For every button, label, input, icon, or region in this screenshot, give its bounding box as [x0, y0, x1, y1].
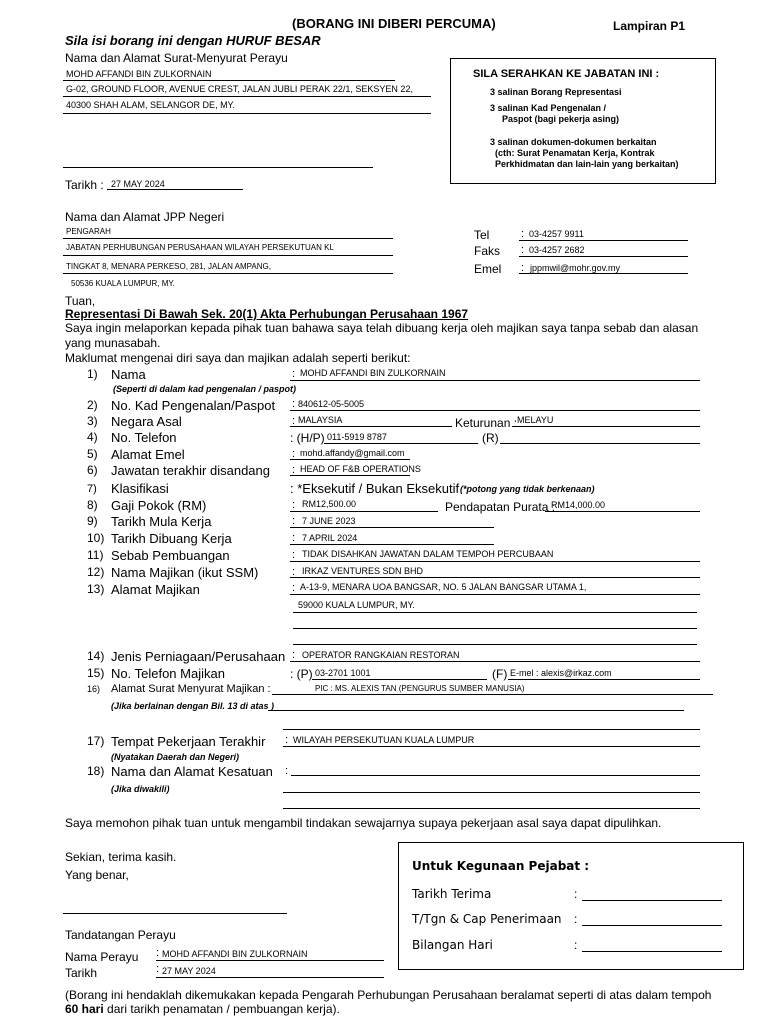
colon: :	[292, 398, 296, 410]
colon: :	[521, 228, 525, 240]
underline	[290, 561, 700, 562]
field-number: 12)	[87, 565, 105, 579]
footer-note-1: (Borang ini hendaklah dikemukakan kepada Pengarah Perhubungan Perusahaan beralamat seperti di atas dalam tempoh	[65, 988, 712, 1002]
underline	[290, 410, 700, 411]
colon: :	[292, 582, 296, 594]
office-field-tarikh-terima[interactable]	[582, 900, 722, 901]
field-value-majikan[interactable]: IRKAZ VENTURES SDN BHD	[302, 566, 424, 576]
field-note-tempat-kerja: (Nyatakan Daerah dan Negeri)	[111, 752, 240, 762]
office-field-bilangan-hari[interactable]	[582, 951, 722, 952]
underline	[290, 527, 494, 528]
field-number: 3)	[87, 414, 98, 428]
thanks-text: Sekian, terima kasih.	[65, 850, 177, 864]
underline	[545, 511, 700, 512]
applicant-address-1[interactable]: G-02, GROUND FLOOR, AVENUE CREST, JALAN JUBLI PERAK 22/1, SEKSYEN 22,	[66, 84, 413, 94]
field-number: 8)	[87, 498, 98, 512]
submission-item-2: 3 salinan Kad Pengenalan /	[490, 103, 607, 113]
field-value-jawatan[interactable]: HEAD OF F&B OPERATIONS	[300, 464, 421, 474]
jpp-emel[interactable]: jppmwil@mohr.gov.my	[530, 263, 620, 273]
field-number: 13)	[87, 582, 105, 596]
jpp-faks[interactable]: 03-4257 2682	[529, 245, 585, 255]
applicant-label: Nama dan Alamat Surat-Menyurat Perayu	[65, 51, 288, 65]
field-label-tempat-kerja: Tempat Pekerjaan Terakhir	[111, 734, 266, 749]
underline	[290, 661, 700, 662]
emel-label: Emel	[474, 262, 502, 276]
field-label-jawatan: Jawatan terakhir disandang	[111, 463, 270, 478]
colon: :	[521, 262, 525, 274]
signature-label: Tandatangan Perayu	[65, 928, 176, 942]
colon: :	[521, 244, 525, 256]
underline	[63, 167, 373, 168]
field-note-kesatuan: (Jika diwakili)	[111, 784, 170, 794]
field-number: 18)	[87, 764, 105, 778]
underline	[293, 644, 697, 645]
name-label: Nama Perayu	[65, 950, 139, 964]
colon: :	[292, 448, 296, 460]
underline	[283, 746, 700, 747]
field-value-alamat-majikan-2[interactable]: 59000 KUALA LUMPUR, MY.	[298, 600, 415, 610]
signer-date[interactable]: 27 MAY 2024	[162, 966, 216, 976]
underline	[283, 808, 700, 809]
underline	[508, 679, 700, 680]
field-value-hp[interactable]: 011-5919 8787	[327, 432, 387, 442]
field-number: 5)	[87, 447, 98, 461]
underline	[324, 443, 478, 444]
colon: :	[292, 532, 296, 544]
field-label-kesatuan: Nama dan Alamat Kesatuan	[111, 764, 273, 779]
field-note-nama: (Seperti di dalam kad pengenalan / paspot)	[113, 384, 297, 394]
regards-text: Yang benar,	[65, 868, 129, 882]
field-label-mula-kerja: Tarikh Mula Kerja	[111, 514, 212, 529]
jpp-line-4[interactable]: 50536 KUALA LUMPUR, MY.	[71, 279, 175, 288]
underline	[63, 96, 431, 97]
paragraph-1: Saya ingin melaporkan kepada pihak tuan bahawa saya telah dibuang kerja oleh majikan saya tanpa sebab dan alasan	[65, 321, 699, 335]
field-number: 1)	[87, 367, 98, 381]
applicant-name[interactable]: MOHD AFFANDI BIN ZULKORNAIN	[66, 69, 212, 79]
field-value-negara[interactable]: MALAYSIA	[298, 415, 343, 425]
signature-line	[63, 913, 287, 914]
field-label-emel: Alamat Emel	[111, 447, 185, 462]
field-value-alamat-surat[interactable]: PIC : MS. ALEXIS TAN (PENGURUS SUMBER MANUSIA)	[315, 684, 525, 693]
field-value-mula-kerja[interactable]: 7 JUNE 2023	[302, 516, 356, 526]
jpp-tel[interactable]: 03-4257 9911	[529, 229, 584, 239]
underline	[500, 443, 700, 444]
submission-item-3c: Perkhidmatan dan lain-lain yang berkaitan)	[495, 159, 679, 169]
field-note-klasifikasi: (*potong yang tidak berkenaan)	[460, 484, 595, 494]
purata-label: Pendapatan Purata :	[445, 500, 556, 514]
underline	[107, 189, 243, 190]
instruction: Sila isi borang ini dengan HURUF BESAR	[65, 33, 321, 48]
field-value-ic[interactable]: 840612-05-5005	[298, 399, 365, 409]
office-field-cap[interactable]	[582, 925, 722, 926]
underline	[293, 612, 697, 613]
submission-title: SILA SERAHKAN KE JABATAN INI :	[473, 68, 660, 80]
colon: :	[285, 734, 289, 746]
office-title: Untuk Kegunaan Pejabat :	[412, 859, 590, 873]
field-label-majikan: Nama Majikan (ikut SSM)	[111, 565, 259, 580]
signer-name[interactable]: MOHD AFFANDI BIN ZULKORNAIN	[162, 949, 308, 959]
colon: :	[292, 464, 296, 476]
colon: :	[292, 549, 296, 561]
field-value-emel[interactable]: mohd.affandy@gmail.com	[300, 448, 405, 458]
faks-label: Faks	[474, 244, 501, 258]
underline	[290, 380, 700, 381]
underline	[290, 475, 410, 476]
underline	[290, 544, 494, 545]
jpp-line-2[interactable]: JABATAN PERHUBUNGAN PERUSAHAAN WILAYAH PERSEKUTUAN KL	[66, 243, 334, 252]
underline	[519, 273, 688, 274]
underline	[290, 577, 700, 578]
subject: Representasi Di Bawah Sek. 20(1) Akta Perhubungan Perusahaan 1967	[65, 307, 469, 321]
jpp-line-1[interactable]: PENGARAH	[66, 227, 111, 236]
field-value-nama[interactable]: MOHD AFFANDI BIN ZULKORNAIN	[300, 368, 446, 378]
field-label-alamat-majikan: Alamat Majikan	[111, 582, 200, 597]
colon: :	[292, 649, 296, 661]
colon: :	[292, 368, 296, 380]
colon: :	[285, 765, 289, 777]
colon: :	[574, 912, 578, 926]
field-number: 14)	[87, 649, 105, 663]
office-row-3: Bilangan Hari	[412, 938, 493, 952]
jpp-label: Nama dan Alamat JPP Negeri	[65, 210, 225, 224]
field-number: 10)	[87, 531, 105, 545]
field-label-telefon-majikan: No. Telefon Majikan	[111, 666, 225, 681]
office-row-1: Tarikh Terima	[412, 887, 492, 901]
underline	[291, 775, 700, 776]
field-number: 4)	[87, 430, 98, 444]
footer-days: 60 hari	[65, 1002, 104, 1016]
keturunan-label: Keturunan :	[455, 416, 518, 430]
applicant-address-2[interactable]: 40300 SHAH ALAM, SELANGOR DE, MY.	[66, 100, 235, 110]
underline	[63, 80, 395, 81]
underline	[63, 255, 393, 256]
f-label: (F)	[492, 667, 508, 681]
underline	[290, 459, 410, 460]
field-number: 11)	[87, 548, 104, 562]
field-number: 16)	[87, 684, 101, 694]
field-label-ic: No. Kad Pengenalan/Paspot	[111, 398, 276, 413]
underline	[519, 256, 688, 257]
form-title: (BORANG INI DIBERI PERCUMA)	[292, 16, 496, 31]
field-value-dibuang-kerja[interactable]: 7 APRIL 2024	[302, 533, 358, 543]
paragraph-1b: yang munasabah.	[65, 336, 161, 350]
underline	[268, 710, 684, 711]
underline	[63, 238, 393, 239]
underline	[290, 594, 700, 595]
field-label-negara: Negara Asal	[111, 414, 182, 429]
underline	[63, 273, 393, 274]
date-label: Tarikh :	[65, 178, 104, 192]
tel-label: Tel	[474, 228, 490, 242]
field-label-klasifikasi: Klasifikasi	[111, 481, 169, 496]
colon: :	[156, 963, 160, 975]
underline	[283, 729, 700, 730]
field-value-sebab[interactable]: TIDAK DISAHKAN JAWATAN DALAM TEMPOH PERCUBAAN	[302, 549, 554, 559]
field-note-alamat-surat: (Jika berlainan dengan Bil. 13 di atas )	[111, 701, 275, 711]
office-row-2: T/Tgn & Cap Penerimaan	[412, 912, 562, 926]
field-label-sebab: Sebab Pembuangan	[111, 548, 230, 563]
paragraph-2: Maklumat mengenai diri saya dan majikan adalah seperti berikut:	[65, 351, 411, 365]
request-text: Saya memohon pihak tuan untuk mengambil tindakan sewajarnya supaya pekerjaan asal saya dapat dipulihkan.	[65, 816, 662, 830]
field-number: 2)	[87, 398, 98, 412]
field-number: 7)	[87, 483, 97, 495]
underline	[312, 679, 487, 680]
colon: :	[292, 566, 296, 578]
field-number: 17)	[87, 734, 105, 748]
applicant-date[interactable]: 27 MAY 2024	[111, 179, 165, 189]
underline	[156, 977, 384, 978]
field-label-nama: Nama	[111, 367, 146, 382]
underline	[290, 511, 438, 512]
field-label-telefon: No. Telefon	[111, 430, 177, 445]
greeting: Tuan,	[65, 294, 96, 308]
field-value-alamat-majikan-1[interactable]: A-13-9, MENARA UOA BANGSAR, NO. 5 JALAN BANGSAR UTAMA 1,	[300, 582, 587, 592]
field-number: 6)	[87, 463, 98, 477]
field-value-keturunan[interactable]: MELAYU	[517, 415, 554, 425]
underline	[283, 792, 700, 793]
field-number: 15)	[87, 666, 105, 680]
lampiran-label: Lampiran P1	[613, 19, 686, 33]
field-value-perniagaan[interactable]: OPERATOR RANGKAIAN RESTORAN	[302, 650, 460, 660]
underline	[156, 960, 384, 961]
colon: :	[292, 415, 296, 427]
colon: :	[292, 515, 296, 527]
hp-label: : (H/P)	[290, 431, 325, 445]
underline	[293, 628, 697, 629]
underline	[290, 426, 452, 427]
field-value-gaji[interactable]: RM12,500.00	[302, 499, 357, 509]
field-label-perniagaan: Jenis Perniagaan/Perusahaan	[111, 649, 286, 664]
colon: :	[156, 947, 160, 959]
field-label-alamat-surat: Alamat Surat Menyurat Majikan :	[111, 683, 271, 695]
footer-rest: dari tarikh penamatan / pembuangan kerja).	[103, 1002, 340, 1016]
field-value-telefon-majikan[interactable]: 03-2701 1001	[315, 668, 371, 678]
underline	[519, 240, 688, 241]
submission-item-3: 3 salinan dokumen-dokumen berkaitan	[490, 137, 657, 147]
colon: :	[574, 938, 578, 952]
colon: :	[574, 887, 578, 901]
r-label: (R)	[482, 431, 499, 445]
jpp-line-3[interactable]: TINGKAT 8, MENARA PERKESO, 281, JALAN AMPANG,	[66, 262, 271, 271]
submission-item-1: 3 salinan Borang Representasi	[490, 87, 622, 97]
submission-item-2b: Paspot (bagi pekerja asing)	[502, 114, 620, 124]
field-label-dibuang-kerja: Tarikh Dibuang Kerja	[111, 531, 232, 546]
colon: :	[292, 499, 296, 511]
field-value-tempat-kerja[interactable]: WILAYAH PERSEKUTUAN KUALA LUMPUR	[293, 735, 475, 745]
field-label-gaji: Gaji Pokok (RM)	[111, 498, 207, 513]
footer-note-2	[65, 1002, 340, 1016]
date-label: Tarikh	[65, 966, 98, 980]
field-value-klasifikasi[interactable]: : *Eksekutif / Bukan Eksekutif	[290, 481, 460, 496]
field-value-emel-majikan[interactable]: E-mel : alexis@irkaz.com	[510, 668, 612, 678]
field-number: 9)	[87, 514, 98, 528]
p-label: : (P)	[290, 667, 313, 681]
submission-item-3b: (cth: Surat Penamatan Kerja, Kontrak	[495, 148, 655, 158]
underline	[63, 113, 431, 114]
field-value-purata[interactable]: RM14,000.00	[551, 500, 606, 510]
underline	[512, 426, 700, 427]
underline	[272, 694, 713, 695]
